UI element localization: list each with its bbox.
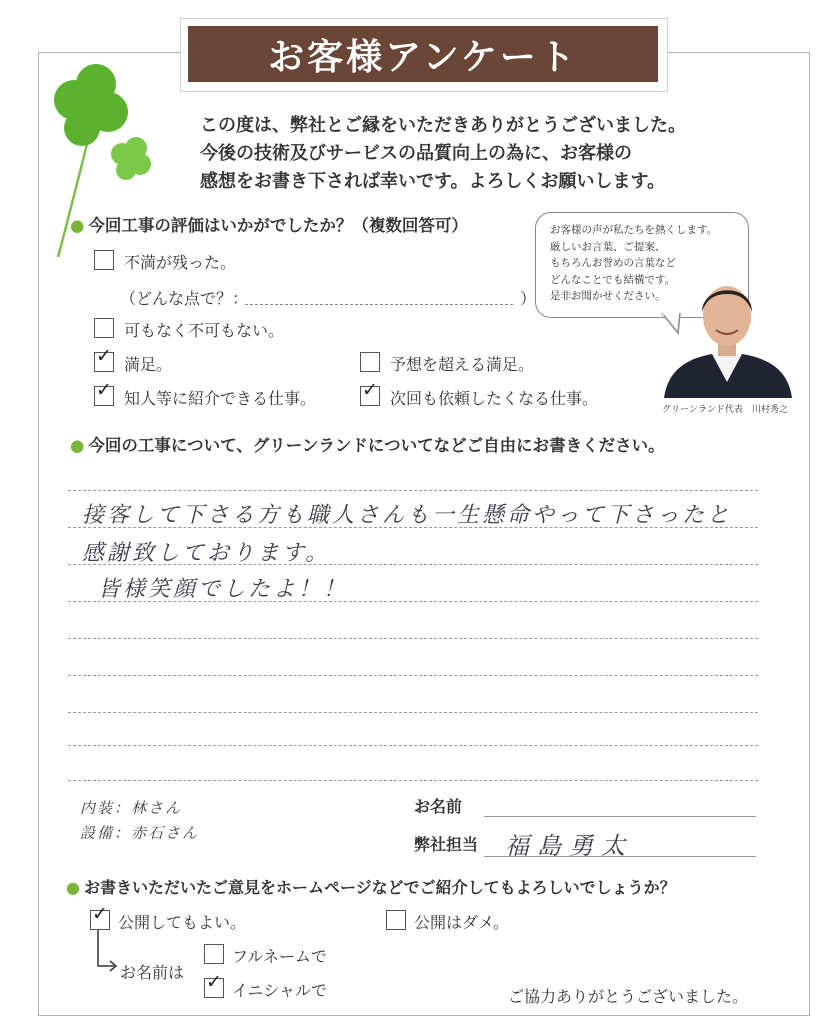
staff-note: 内装：林さん <box>80 799 183 817</box>
name-prefix: お名前は <box>120 963 185 982</box>
checkbox-initials[interactable] <box>204 971 224 998</box>
option-label: 不満が残った。 <box>124 253 237 272</box>
answer-rule <box>68 675 758 676</box>
q2-heading <box>70 432 665 456</box>
detail-open: （どんな点で？： <box>120 289 249 308</box>
q3-heading <box>66 875 676 898</box>
intro-text <box>200 112 686 196</box>
representative-portrait <box>660 270 794 398</box>
option-label: イニシャルで <box>232 981 328 1000</box>
option-label: 可もなく不可もない。 <box>124 321 285 340</box>
intro-line: 感想をお書き下されば幸いです。よろしくお願いします。 <box>200 171 666 192</box>
option-label: 公開はダメ。 <box>414 913 510 932</box>
option-label: フルネームで <box>232 947 327 966</box>
title-frame <box>180 18 668 92</box>
answer-rule <box>68 712 758 713</box>
q1-question: 今回工事の評価はいかがでしたか？（複数回答可） <box>88 216 468 235</box>
staff-note: 設備：赤石さん <box>80 824 200 842</box>
page-title: お客様アンケート <box>188 26 658 82</box>
q1-heading <box>70 212 468 236</box>
answer-rule <box>68 745 758 746</box>
bubble-line: どんなことでも結構です。 <box>550 273 676 286</box>
bullet-icon: ● <box>70 436 85 455</box>
option-label: 満足。 <box>124 355 173 374</box>
intro-line: この度は、弊社とご縁をいただきありがとうございました。 <box>200 115 686 136</box>
checkbox-recommendable[interactable] <box>94 379 114 406</box>
closing-text: ご協力ありがとうございました。 <box>508 987 749 1006</box>
checkbox-neutral[interactable] <box>94 318 114 338</box>
option-label: 知人等に紹介できる仕事。 <box>124 389 317 408</box>
checkbox-would-rehire[interactable] <box>360 379 380 406</box>
checkbox-dissatisfied[interactable] <box>94 250 114 270</box>
option-label: 予想を超える満足。 <box>390 355 535 374</box>
checkbox-satisfied[interactable] <box>94 345 114 372</box>
checkbox-fullname[interactable] <box>204 944 224 964</box>
bullet-icon: ● <box>70 216 85 235</box>
answer-rule <box>68 638 758 639</box>
handwritten-answer: 感謝致しております。 <box>82 541 331 566</box>
arrow-icon <box>94 930 122 974</box>
check-mark-icon: ✓ <box>206 971 222 993</box>
option-label: 次回も依頼したくなる仕事。 <box>390 389 599 408</box>
bullet-icon: ● <box>66 878 80 897</box>
bubble-line: 是非お聞かせください。 <box>550 290 666 302</box>
q3-question: お書きいただいたご意見をホームページなどでご紹介してもよろしいでしょうか？ <box>83 878 676 897</box>
bubble-line: 厳しいお言葉、ご提案、 <box>550 240 666 253</box>
bubble-line: お客様の声が私たちを熱くします。 <box>550 224 718 236</box>
detail-answer-line[interactable] <box>245 304 513 305</box>
intro-line: 今後の技術及びサービスの品質向上の為に、お客様の <box>200 143 632 164</box>
option-label: 公開してもよい。 <box>118 913 247 932</box>
checkbox-publish-no[interactable] <box>386 910 406 930</box>
handwritten-answer: 皆様笑顔でしたよ！！ <box>98 577 349 602</box>
rep-label: 弊社担当 <box>414 835 479 854</box>
check-mark-icon: ✓ <box>92 903 108 925</box>
handwritten-answer: 接客して下さる方も職人さんも一生懸命やって下さったと <box>82 503 733 528</box>
check-mark-icon: ✓ <box>362 379 378 401</box>
check-mark-icon: ✓ <box>96 345 112 367</box>
bubble-line: もちろんお誉めの言葉など <box>550 257 676 269</box>
name-input-line[interactable] <box>484 816 756 817</box>
q2-question: 今回の工事について、グリーンランドについてなどご自由にお書きください。 <box>88 436 665 455</box>
name-label: お名前 <box>414 797 463 816</box>
rep-input-line <box>484 856 756 857</box>
answer-rule <box>68 780 758 781</box>
detail-close: ） <box>520 289 537 308</box>
check-mark-icon: ✓ <box>96 379 112 401</box>
rep-name: 福島勇太 <box>505 832 633 860</box>
checkbox-beyond-expectations[interactable] <box>360 352 380 372</box>
photo-caption: グリーンランド代表 川村秀之 <box>662 405 788 415</box>
checkbox-publish-ok[interactable] <box>90 903 110 930</box>
answer-rule <box>68 490 758 491</box>
